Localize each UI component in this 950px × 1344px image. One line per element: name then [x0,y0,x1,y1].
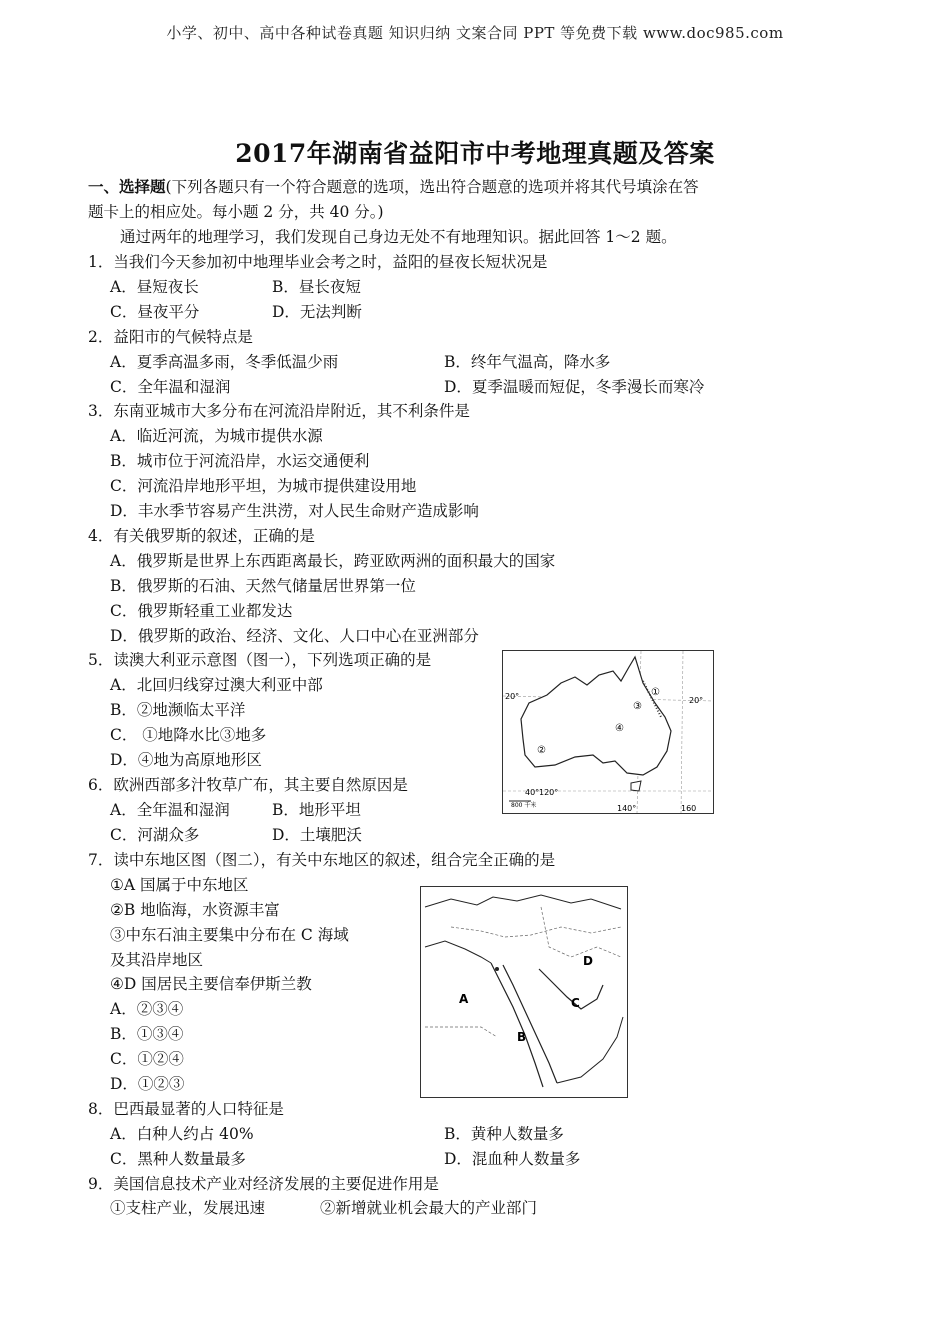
q5-option-d: D．④地为高原地形区 [110,751,262,769]
q3-option-d: D．丰水季节容易产生洪涝，对人民生命财产造成影响 [110,502,479,520]
q8-stem: 8．巴西最显著的人口特征是 [88,1100,284,1118]
point-1-label: ① [651,687,660,698]
red-sea-west-coast [491,963,543,1087]
q8-option-d: D．混血种人数量多 [444,1150,581,1168]
middle-east-map [420,886,628,1098]
q6-option-a: A．全年温和湿润 [110,801,230,819]
q4-option-d: D．俄罗斯的政治、经济、文化、人口中心在亚洲部分 [110,627,479,645]
lat-20-label-right: 20° [689,696,704,705]
q5-option-b: B．②地濒临太平洋 [110,701,246,719]
q7-option-b: B．①③④ [110,1025,184,1043]
q9-statement-2: ②新增就业机会最大的产业部门 [320,1199,538,1217]
arabian-sea-coast [557,1017,623,1083]
page-header: 小学、初中、高中各种试卷真题 知识归纳 文案合同 PPT 等免费下载 www.doc985.com [166,24,784,42]
middle-east-map-figure [421,887,627,1097]
lon-40-label: 40° [525,788,540,797]
q9-statement-1: ①支柱产业，发展迅速 [110,1199,266,1217]
point-2-label: ② [537,745,546,756]
q7-option-d: D．①②③ [110,1075,185,1093]
page-title: 2017年湖南省益阳市中考地理真题及答案 [235,139,715,168]
q6-option-c: C．河湖众多 [110,826,200,844]
q1-stem: 1．当我们今天参加初中地理毕业会考之时，益阳的昼夜长短状况是 [88,253,548,271]
q7-statement-3: ③中东石油主要集中分布在 C 海域 [110,926,349,944]
australia-outline [521,657,671,775]
q9-stem: 9．美国信息技术产业对经济发展的主要促进作用是 [88,1175,439,1193]
mediterranean-coast [425,941,491,963]
q2-option-c: C．全年温和湿润 [110,378,231,396]
region-b-label: B [517,1030,527,1044]
section-intro: 通过两年的地理学习，我们发现自己身边无处不有地理知识。据此回答 1～2 题。 [120,228,677,246]
q7-statement-1: ①A 国属于中东地区 [110,876,249,894]
section-desc-2: 题卡上的相应处。每小题 2 分，共 40 分。) [88,203,384,221]
q7-option-c: C．①②④ [110,1050,184,1068]
border-line-2 [425,1027,497,1037]
q2-option-a: A．夏季高温多雨，冬季低温少雨 [110,353,339,371]
region-c-label: C [571,996,580,1010]
tasmania-outline [631,781,641,791]
q5-option-a: A．北回归线穿过澳大利亚中部 [110,676,323,694]
q7-stem: 7．读中东地区图（图二），有关中东地区的叙述，组合完全正确的是 [88,851,556,869]
q7-option-a: A．②③④ [110,1000,184,1018]
q8-option-b: B．黄种人数量多 [444,1125,564,1143]
q1-option-c: C．昼夜平分 [110,303,200,321]
q1-option-d: D．无法判断 [272,303,362,321]
scale-label: 800 千米 [511,802,537,809]
q2-stem: 2．益阳市的气候特点是 [88,328,253,346]
region-a-label: A [459,992,469,1006]
q6-stem: 6．欧洲西部多汁牧草广布，其主要自然原因是 [88,776,408,794]
q3-stem: 3．东南亚城市大多分布在河流沿岸附近，其不利条件是 [88,402,470,420]
section-heading: 一、选择题 [88,177,166,196]
q3-option-a: A．临近河流，为城市提供水源 [110,427,323,445]
q7-statement-2: ②B 地临海，水资源丰富 [110,901,280,919]
red-sea-east-coast [503,965,557,1083]
section-desc-1: (下列各题只有一个符合题意的选项，选出符合题意的选项并将其代号填涂在答 [165,178,699,196]
q7-statement-3-cont: 及其沿岸地区 [110,951,204,969]
q7-statement-4: ④D 国居民主要信奉伊斯兰教 [110,975,312,993]
northern-coast [425,895,621,909]
q4-option-a: A．俄罗斯是世界上东西距离最长，跨亚欧两洲的面积最大的国家 [110,552,556,570]
lat-20-label: 20° [505,692,520,701]
q2-option-d: D．夏季温暖而短促，冬季漫长而寒冷 [444,378,705,396]
q4-stem: 4．有关俄罗斯的叙述，正确的是 [88,527,315,545]
border-line-1 [451,927,621,937]
q4-option-c: C．俄罗斯轻重工业都发达 [110,602,293,620]
point-3-label: ③ [633,701,642,712]
q3-option-b: B．城市位于河流沿岸，水运交通便利 [110,452,370,470]
q1-option-a: A．昼短夜长 [110,278,199,296]
q2-option-b: B．终年气温高，降水多 [444,353,611,371]
region-d-label: D [583,954,593,968]
q5-option-c: C． ①地降水比③地多 [110,726,267,744]
lon-120-label: 120° [539,788,559,797]
australia-map-figure [503,651,713,813]
lon-160-label: 160 [681,804,697,813]
map-marker [495,967,499,971]
q3-option-c: C．河流沿岸地形平坦，为城市提供建设用地 [110,477,417,495]
q5-stem: 5．读澳大利亚示意图（图一），下列选项正确的是 [88,651,432,669]
q8-option-a: A．白种人约占 40% [110,1125,254,1143]
lon-140-label: 140° [617,804,637,813]
q6-option-b: B．地形平坦 [272,801,361,819]
q1-option-b: B．昼长夜短 [272,278,361,296]
q6-option-d: D．土壤肥沃 [272,826,362,844]
australia-map [502,650,714,814]
section-heading-line [88,177,699,197]
border-line-3 [541,907,621,957]
point-4-label: ④ [615,723,624,734]
q8-option-c: C．黑种人数量最多 [110,1150,246,1168]
q4-option-b: B．俄罗斯的石油、天然气储量居世界第一位 [110,577,416,595]
